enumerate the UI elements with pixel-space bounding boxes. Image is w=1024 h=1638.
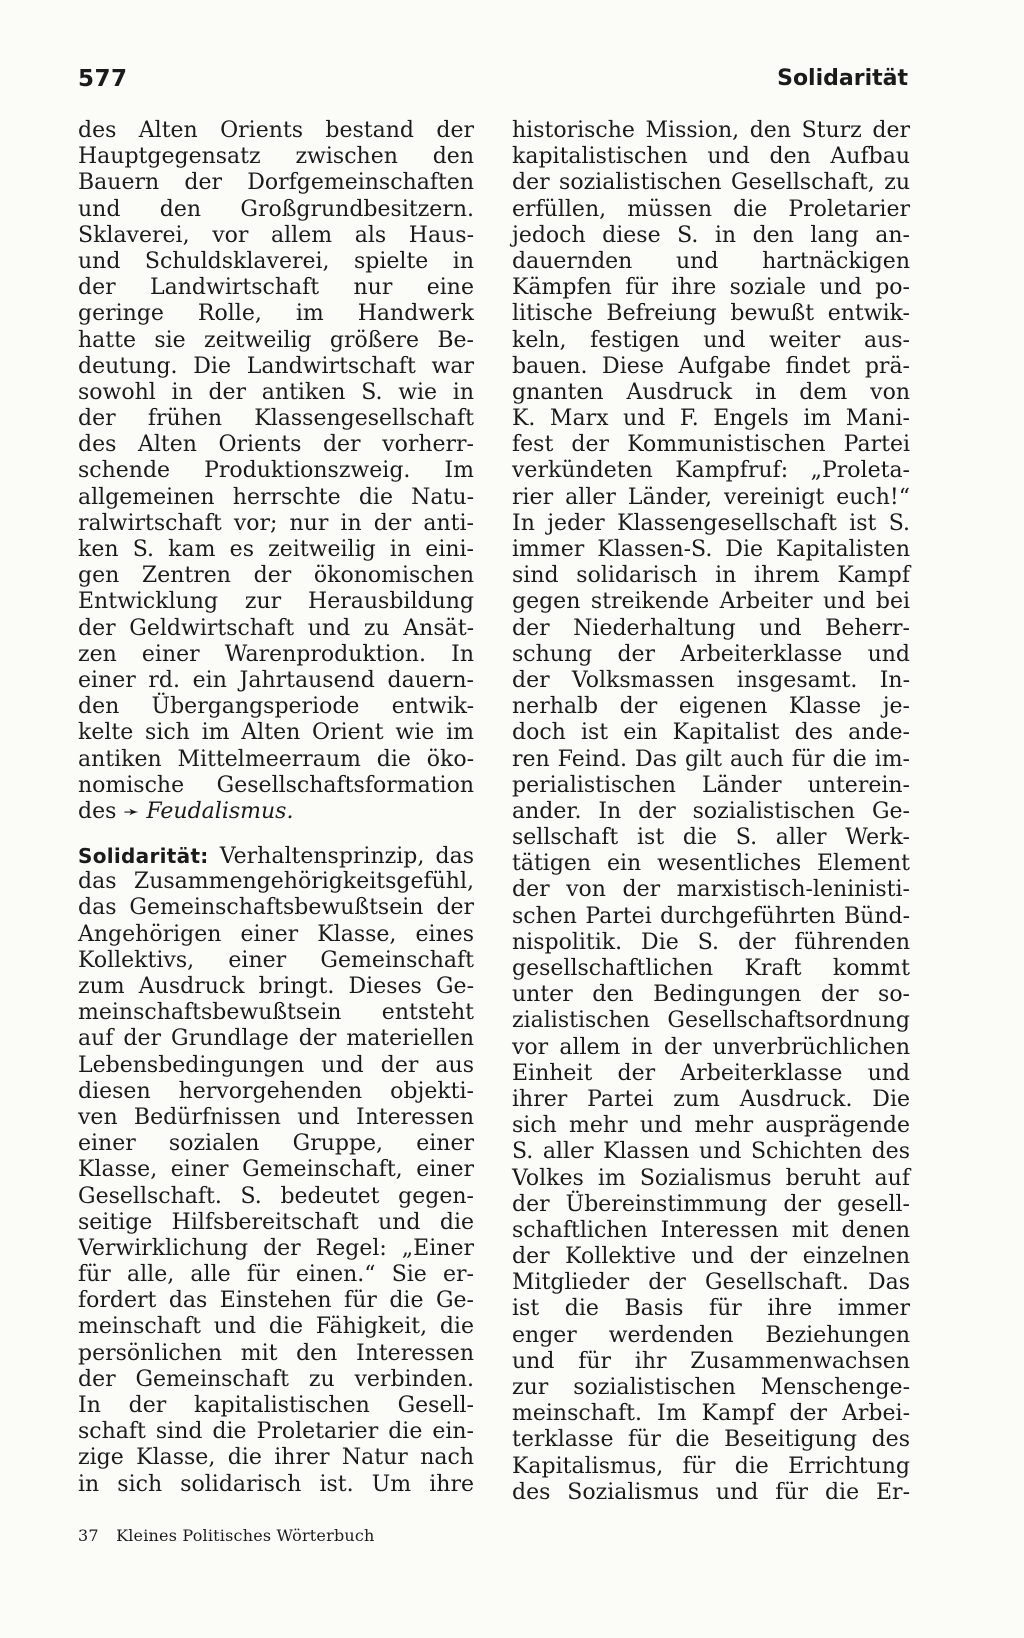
text-line: meinschaft und die Fähigkeit, die (78, 1314, 474, 1340)
text-line: gnanten Ausdruck in dem von (512, 379, 910, 405)
text-line: Klasse, einer Gemeinschaft, einer (78, 1157, 474, 1183)
text-line: Hauptgegensatz zwischen den (78, 144, 474, 170)
text-line: des Sozialismus und für die Er- (512, 1479, 910, 1505)
text-line: auf der Grundlage der materiellen (78, 1026, 474, 1052)
text-line: meinschaftsbewußtsein entsteht (78, 1000, 474, 1026)
entry-first-line-text: Verhaltensprinzip, das (208, 844, 474, 870)
text-line: nispolitik. Die S. der führenden (512, 929, 910, 955)
text-line: K. Marx und F. Engels im Mani- (512, 406, 910, 432)
text-line: persönlichen mit den Interessen (78, 1340, 474, 1366)
text-line: unter den Bedingungen der so- (512, 982, 910, 1008)
text-line: einer sozialen Gruppe, einer (78, 1131, 474, 1157)
left-column-text (78, 118, 474, 799)
text-line: dauernden und hartnäckigen (512, 248, 910, 274)
text-line: immer Klassen-S. Die Kapitalisten (512, 537, 910, 562)
text-line: vor allem in der unverbrüchlichen (512, 1034, 910, 1060)
text-line: der Geldwirtschaft und zu Ansät- (78, 615, 474, 641)
text-line: allgemeinen herrschte die Natu- (78, 484, 474, 510)
text-line: fordert das Einstehen für die Ge- (78, 1288, 474, 1314)
entry-headword: Solidarität: (78, 844, 209, 869)
text-line: in sich solidarisch ist. Um ihre (78, 1471, 474, 1497)
page-footer (78, 1526, 375, 1545)
text-line: perialistischen Länder unterein- (512, 772, 910, 798)
text-line: erfüllen, müssen die Proletarier (512, 196, 910, 222)
text-line: rier aller Länder, vereinigt euch!“ (512, 484, 910, 510)
text-line: nomische Gesellschaftsformation (78, 772, 474, 798)
text-line: ven Bedürfnissen und Interessen (78, 1104, 474, 1130)
text-line: der Landwirtschaft nur eine (78, 275, 474, 301)
entry-body-text (78, 869, 474, 1498)
text-line: sich mehr und mehr ausprägende (512, 1113, 910, 1139)
text-line: kelte sich im Alten Orient wie im (78, 720, 474, 746)
text-line: Mitglieder der Gesellschaft. Das (512, 1270, 910, 1296)
text-line: der Übereinstimmung der gesell- (512, 1191, 910, 1217)
text-line: das Zusammengehörigkeitsgefühl, (78, 869, 474, 895)
text-line: Verwirklichung der Regel: „Einer (78, 1235, 474, 1261)
text-line: sind solidarisch in ihrem Kampf (512, 563, 910, 589)
text-line: Bauern der Dorfgemeinschaften (78, 170, 474, 196)
text-line: schende Produktionszweig. Im (78, 458, 474, 484)
text-line: deutung. Die Landwirtschaft war (78, 353, 474, 379)
text-line: historische Mission, den Sturz der (512, 118, 910, 143)
text-line: nerhalb der eigenen Klasse je- (512, 694, 910, 720)
right-column-text (512, 118, 910, 1506)
entry-separator (78, 825, 474, 843)
text-line: zige Klasse, die ihrer Natur nach (78, 1445, 474, 1471)
text-line: der Niederhaltung und Beherr- (512, 615, 910, 641)
text-line: den Übergangsperiode entwik- (78, 694, 474, 720)
printer-signature: 37 (78, 1526, 99, 1545)
text-line: ralwirtschaft vor; nur in der anti- (78, 510, 474, 536)
text-line: seitige Hilfsbereitschaft und die (78, 1209, 474, 1235)
text-line: der Kollektive und der einzelnen (512, 1244, 910, 1270)
text-line: für alle, alle für einen.“ Sie er- (78, 1262, 474, 1288)
text-line: zum Ausdruck bringt. Dieses Ge- (78, 974, 474, 999)
text-line: keln, festigen und weiter aus- (512, 327, 910, 353)
entry-head-line (78, 843, 474, 869)
xref-term-feudalismus[interactable]: Feudalismus. (146, 798, 294, 824)
left-column (78, 118, 474, 1498)
text-line: geringe Rolle, im Handwerk (78, 301, 474, 327)
text-line: ren Feind. Das gilt auch für die im- (512, 746, 910, 772)
text-line: Gesellschaft. S. bedeutet gegen- (78, 1183, 474, 1209)
text-line: der frühen Klassengesellschaft (78, 406, 474, 432)
text-line: der Gemeinschaft zu verbinden. (78, 1366, 474, 1392)
text-line: bauen. Diese Aufgabe findet prä- (512, 353, 910, 379)
text-line: schung der Arbeiterklasse und (512, 641, 910, 667)
text-line: Lebensbedingungen und der aus (78, 1052, 474, 1078)
right-column (512, 118, 910, 1506)
text-line: fest der Kommunistischen Partei (512, 432, 910, 458)
text-line: des Alten Orients der vorherr- (78, 432, 474, 458)
text-line: Sklaverei, vor allem als Haus- (78, 222, 474, 248)
page-number: 577 (78, 66, 128, 92)
text-line: ken S. kam es zeitweilig in eini- (78, 537, 474, 562)
text-line: enger werdenden Beziehungen (512, 1322, 910, 1348)
text-line: meinschaft. Im Kampf der Arbei- (512, 1401, 910, 1427)
text-line: ihrer Partei zum Ausdruck. Die (512, 1086, 910, 1112)
text-line: schaftlichen Interessen mit denen (512, 1217, 910, 1243)
text-line: Angehörigen einer Klasse, eines (78, 921, 474, 947)
text-line: das Gemeinschaftsbewußtsein der (78, 895, 474, 921)
text-line: jedoch diese S. in den lang an- (512, 222, 910, 248)
text-line: tätigen ein wesentliches Element (512, 851, 910, 877)
xref-prefix: des (78, 798, 117, 824)
running-head: Solidarität (777, 66, 908, 91)
text-line: zialistischen Gesellschaftsordnung (512, 1008, 910, 1034)
text-line: zen einer Warenproduktion. In (78, 641, 474, 667)
text-line: der sozialistischen Gesellschaft, zu (512, 170, 910, 196)
text-line: hatte sie zeitweilig größere Be- (78, 327, 474, 353)
text-line: ist die Basis für ihre immer (512, 1296, 910, 1322)
text-line: Kapitalismus, für die Errichtung (512, 1453, 910, 1479)
text-line: sellschaft ist die S. aller Werk- (512, 825, 910, 851)
text-line: In der kapitalistischen Gesell- (78, 1393, 474, 1418)
text-line: Entwicklung zur Herausbildung (78, 589, 474, 615)
text-line: S. aller Klassen und Schichten des (512, 1139, 910, 1165)
text-line: kapitalistischen und den Aufbau (512, 144, 910, 170)
text-line: diesen hervorgehenden objekti- (78, 1078, 474, 1104)
text-line: der Volksmassen insgesamt. In- (512, 667, 910, 693)
text-line: des Alten Orients bestand der (78, 118, 474, 143)
text-line: schen Partei durchgeführten Bünd- (512, 903, 910, 929)
text-line: und für ihr Zusammenwachsen (512, 1348, 910, 1374)
text-line: gegen streikende Arbeiter und bei (512, 589, 910, 615)
text-line: einer rd. ein Jahrtausend dauern- (78, 667, 474, 693)
text-line: Volkes im Sozialismus beruht auf (512, 1165, 910, 1191)
text-line: doch ist ein Kapitalist des ande- (512, 720, 910, 746)
text-line: schaft sind die Proletarier die ein- (78, 1419, 474, 1445)
text-line: Kollektivs, einer Gemeinschaft (78, 947, 474, 973)
text-line: zur sozialistischen Menschenge- (512, 1375, 910, 1400)
text-line: In jeder Klassengesellschaft ist S. (512, 510, 910, 536)
text-line: sowohl in der antiken S. wie in (78, 379, 474, 405)
text-line: gen Zentren der ökonomischen (78, 563, 474, 589)
text-line: verkündeten Kampfruf: „Proleta- (512, 458, 910, 484)
text-line: Kämpfen für ihre soziale und po- (512, 275, 910, 301)
text-line: terklasse für die Beseitigung des (512, 1427, 910, 1453)
text-line: und den Großgrundbesitzern. (78, 196, 474, 222)
text-line: litische Befreiung bewußt entwik- (512, 301, 910, 327)
text-line: Einheit der Arbeiterklasse und (512, 1060, 910, 1086)
xref-line (78, 799, 474, 825)
book-title: Kleines Politisches Wörterbuch (116, 1526, 375, 1545)
text-line: der von der marxistisch-leninisti- (512, 877, 910, 903)
xref-arrow-icon: ➛ (123, 800, 140, 823)
text-line: gesellschaftlichen Kraft kommt (512, 956, 910, 981)
text-line: antiken Mittelmeerraum die öko- (78, 746, 474, 772)
text-line: und Schuldsklaverei, spielte in (78, 248, 474, 274)
text-line: ander. In der sozialistischen Ge- (512, 798, 910, 824)
